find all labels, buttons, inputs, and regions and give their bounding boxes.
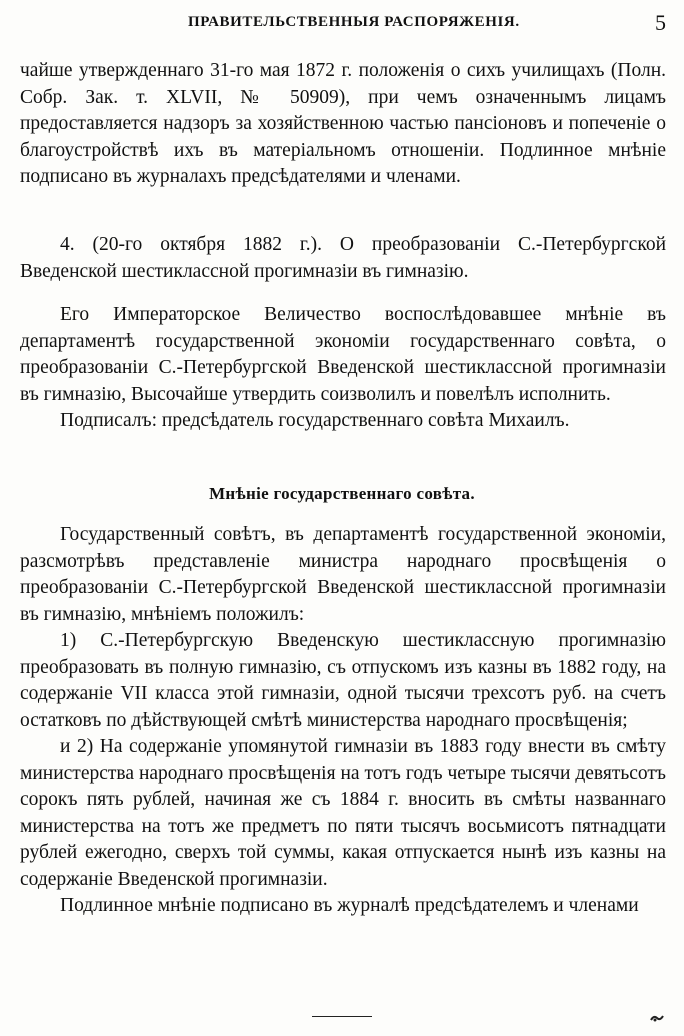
text-block-1: [20, 58, 666, 191]
page-number: 5: [655, 10, 666, 35]
paragraph-council-opinion: Государственный совѣтъ, въ департаментѣ государственной экономіи, разсмотрѣвъ представленіе министра народнаго просвѣщенія о преобразованіи С.-Петербургской Введенской шестиклассной прогимназіи въ гимназію, мнѣніемъ положилъ:: [20, 524, 666, 625]
text-block-4: [20, 522, 666, 920]
section-subheading: Мнѣніе государственнаго совѣта.: [209, 484, 475, 503]
paragraph-continuation: чайше утвержденнаго 31-го мая 1872 г. положенія о сихъ училищахъ (Полн. Собр. Зак. т. XLVII, № 50909), при чемъ означеннымъ лицамъ предоставляется надзоръ за хозяйственною частью пансіоновъ и попеченіе о благоустройствѣ ихъ въ матеріальномъ отношеніи. Подлинное мнѣніе подписано въ журналахъ предсѣдателями и членами.: [20, 60, 666, 187]
paragraph-item-1: 1) С.-Петербургскую Введенскую шестиклассную прогимназію преобразовать въ полную гимназію, съ отпускомъ изъ казны въ 1882 году, на содержаніе VII класса этой гимназіи, одной тысячи трехсотъ руб. на счетъ остатковъ по дѣйствующей смѣтѣ министерства народнаго просвѣщенія;: [20, 630, 666, 731]
ink-smudge-mark: [650, 1013, 664, 1023]
text-block-3: [20, 302, 666, 435]
paragraph-item-2: и 2) На содержаніе упомянутой гимназіи въ 1883 году внести въ смѣту министерства народнаго просвѣщенія на тотъ годъ четыре тысячи девятьсотъ сорокъ пять рублей, начиная же съ 1884 г. вносить въ смѣты названнаго министерства на тотъ же предметъ по пяти тысячъ восьмисотъ пятнадцати рублей ежегодно, сверхъ той суммы, какая отпускается нынѣ изъ казны на содержаніе Введенской прогимназіи.: [20, 736, 666, 890]
running-header: [20, 10, 670, 38]
header-title: ПРАВИТЕЛЬСТВЕННЫЯ РАСПОРЯЖЕНІЯ.: [188, 14, 520, 30]
paragraph-signed: Подлинное мнѣніе подписано въ журналѣ предсѣдателемъ и членами: [60, 895, 639, 916]
closing-rule: [312, 1016, 372, 1017]
section-4-title: 4. (20-го октября 1882 г.). О преобразованіи С.-Петербургской Введенской шестиклассной прогимназіи въ гимназію.: [20, 234, 666, 282]
paragraph-signature: Подписалъ: предсѣдатель государственнаго совѣта Михаилъ.: [60, 410, 570, 431]
text-block-2: [20, 232, 666, 285]
paragraph-imperial-approval: Его Императорское Величество воспослѣдовавшее мнѣніе въ департаментѣ государственной экономіи государственнаго совѣта, о преобразованіи С.-Петербургской Введенской шестиклассной прогимназіи въ гимназію, Высочайше утвердить соизволилъ и повелѣлъ исполнить.: [20, 304, 666, 405]
